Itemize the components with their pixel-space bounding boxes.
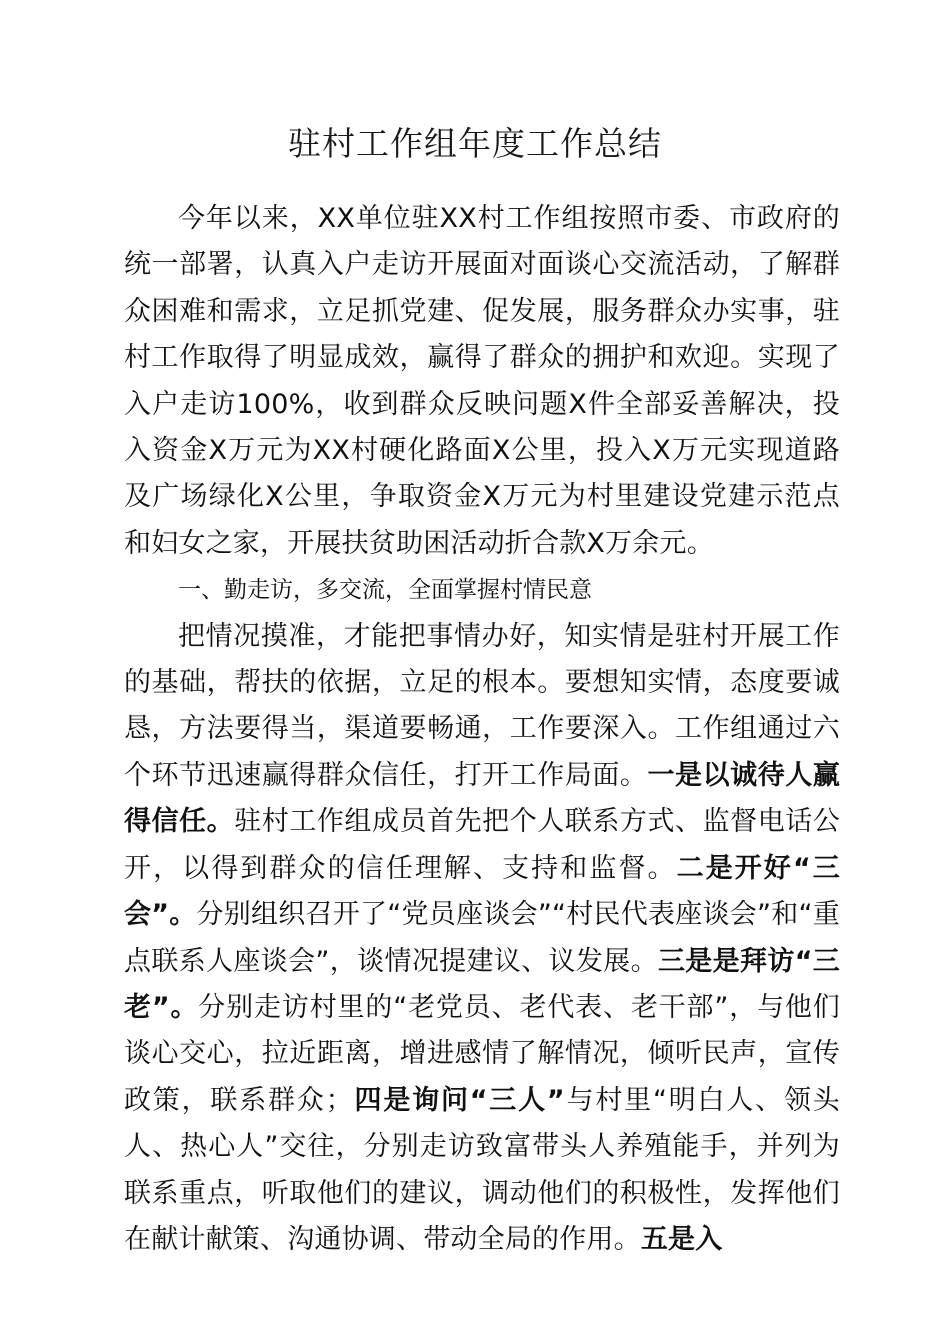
point-4-bold: 四是询问“三人” (352, 1084, 565, 1116)
section-1-text-1: 把情况摸准，才能把事情办好，知实情是驻村开展工作的基础，帮扶的依据，立足的根本。要想知实情，态度要诚恳，方法要得当，渠道要畅通，工作要深入。工作组通过六个环节迅速赢得群众信任，打开工作局面。 (124, 620, 840, 791)
point-1-bold: 一是以诚待人赢得信任。 (124, 759, 840, 838)
point-2-bold: 二是开好“三会”。 (124, 852, 840, 931)
section-1-text-2: 驻村工作组成员首先把个人联系方式、监督电话公开，以得到群众的信任理解、支持和监督。 (124, 806, 840, 884)
section-1-text-3: 分别组织召开了“党员座谈会”“村民代表座谈会”和“重点联系人座谈会”，谈情况提建议、议发展。 (124, 899, 840, 977)
section-1-heading: 一、勤走访，多交流，全面掌握村情民意 (178, 577, 593, 604)
section-1-text-4: 分别走访村里的“老党员、老代表、老干部”，与他们谈心交心，拉近距离，增进感情了解情况，倾听民声，宣传政策，联系群众； (124, 991, 840, 1116)
document-body (124, 196, 840, 1263)
document-title: 驻村工作组年度工作总结 (288, 124, 662, 163)
section-1-text-5: 与村里“明白人、领头人、热心人”交往，分别走访致富带头人养殖能手，并列为联系重点，听取他们的建议，调动他们的积极性，发挥他们在献计献策、沟通协调、带动全局的作用。 (124, 1084, 840, 1255)
point-5-bold: 五是入 (640, 1223, 723, 1255)
intro-paragraph: 今年以来，XX单位驻XX村工作组按照市委、市政府的统一部署，认真入户走访开展面对面谈心交流活动，了解群众困难和需求，立足抓党建、促发展，服务群众办实事，驻村工作取得了明显成效，赢得了群众的拥护和欢迎。实现了入户走访100%，收到群众反映问题X件全部妥善解决，投入资金X万元为XX村硬化路面X公里，投入X万元实现道路及广场绿化X公里，争取资金X万元为村里建设党建示范点和妇女之家，开展扶贫助困活动折合款X万余元。 (124, 203, 840, 559)
section-1-paragraph (124, 614, 840, 1264)
point-3-bold: 三是是拜访“三老”。 (124, 945, 840, 1023)
